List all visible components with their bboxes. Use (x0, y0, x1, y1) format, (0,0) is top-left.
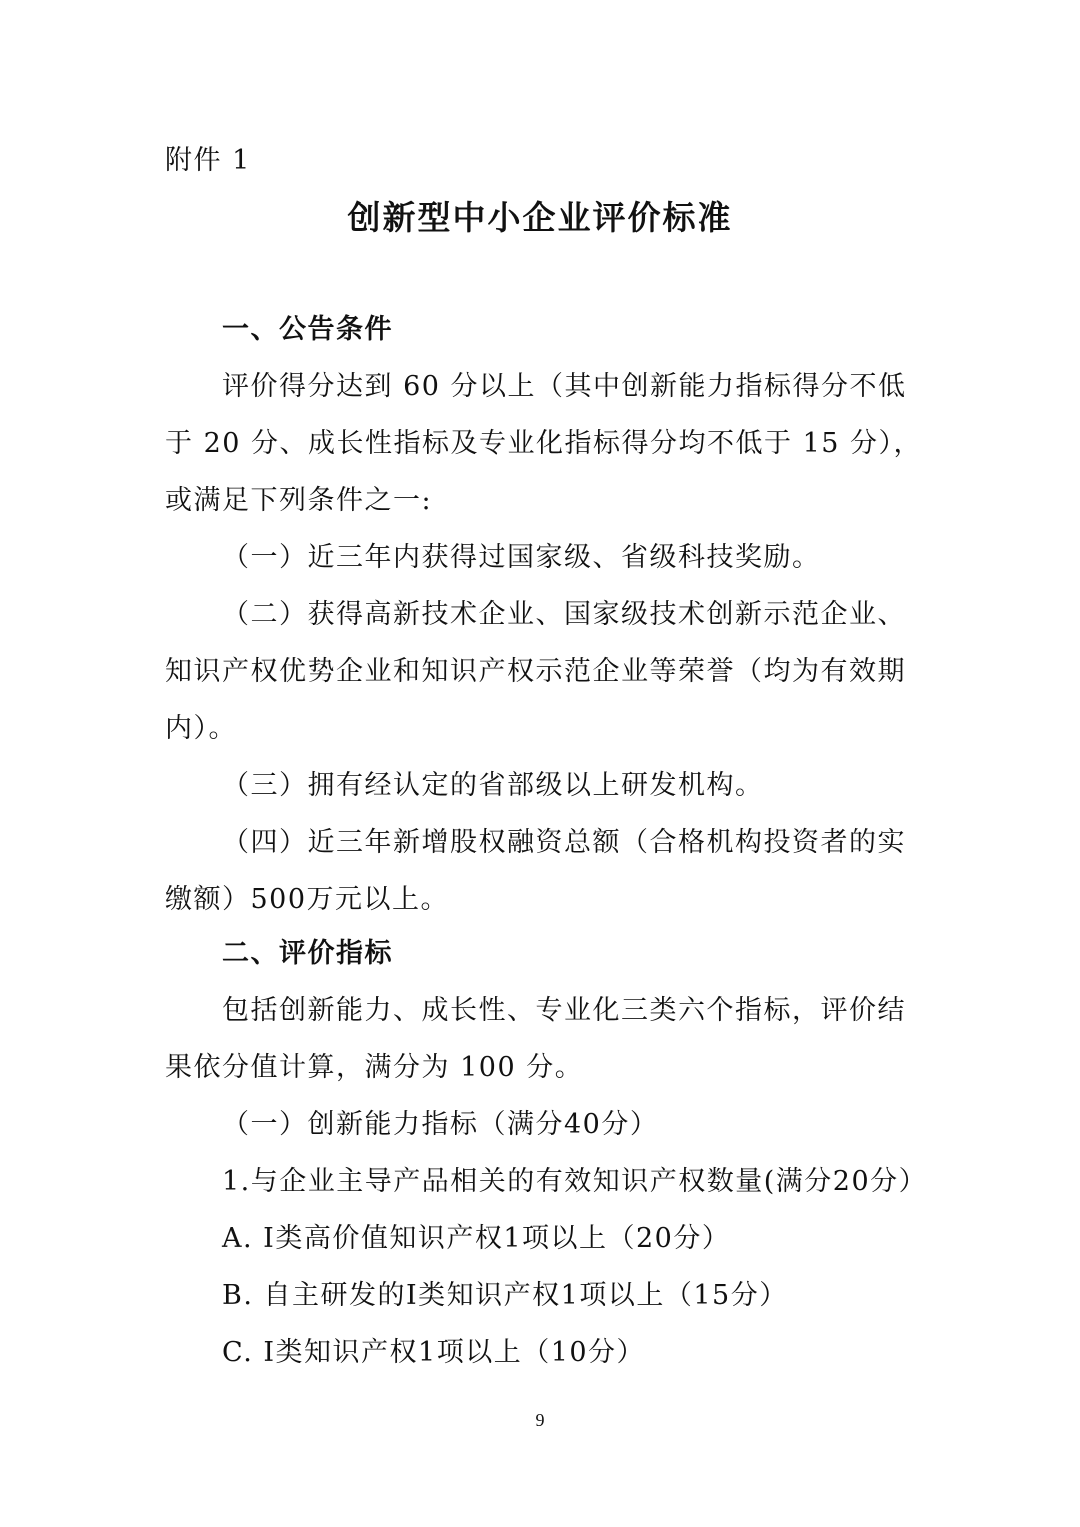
subsection-innovation: （一）创新能力指标（满分40分） (222, 1109, 659, 1140)
section2-para-line1: 包括创新能力、成长性、专业化三类六个指标，评价结 (222, 995, 906, 1026)
condition-item-3: （三）拥有经认定的省部级以上研发机构。 (222, 770, 764, 801)
section2-para-line2: 果依分值计算，满分为 100 分。 (165, 1052, 584, 1083)
condition-item-4-line1: （四）近三年新增股权融资总额（合格机构投资者的实 (222, 827, 906, 858)
page-number: 9 (535, 1410, 545, 1430)
criterion-1: 1.与企业主导产品相关的有效知识产权数量(满分20分） (222, 1166, 928, 1197)
option-c: C. I类知识产权1项以上（10分） (222, 1337, 646, 1368)
section2-heading: 二、评价指标 (222, 938, 393, 969)
condition-item-2-line2: 知识产权优势企业和知识产权示范企业等荣誉（均为有效期 (165, 656, 906, 687)
condition-item-1: （一）近三年内获得过国家级、省级科技奖励。 (222, 542, 821, 573)
document-title: 创新型中小企业评价标准 (347, 198, 733, 237)
condition-item-2-line1: （二）获得高新技术企业、国家级技术创新示范企业、 (222, 599, 906, 630)
option-a: A. I类高价值知识产权1项以上（20分） (222, 1223, 731, 1254)
condition-item-4-line2: 缴额）500万元以上。 (165, 884, 450, 915)
section1-heading: 一、公告条件 (222, 314, 393, 345)
option-b: B. 自主研发的I类知识产权1项以上（15分） (222, 1280, 788, 1311)
condition-item-2-line3: 内）。 (165, 713, 237, 744)
section1-para-line1: 评价得分达到 60 分以上（其中创新能力指标得分不低 (222, 371, 907, 402)
attachment-label: 附件 1 (165, 145, 251, 176)
section1-para-line2: 于 20 分、成长性指标及专业化指标得分均不低于 15 分）， (165, 428, 923, 459)
section1-para-line3: 或满足下列条件之一: (165, 485, 433, 516)
